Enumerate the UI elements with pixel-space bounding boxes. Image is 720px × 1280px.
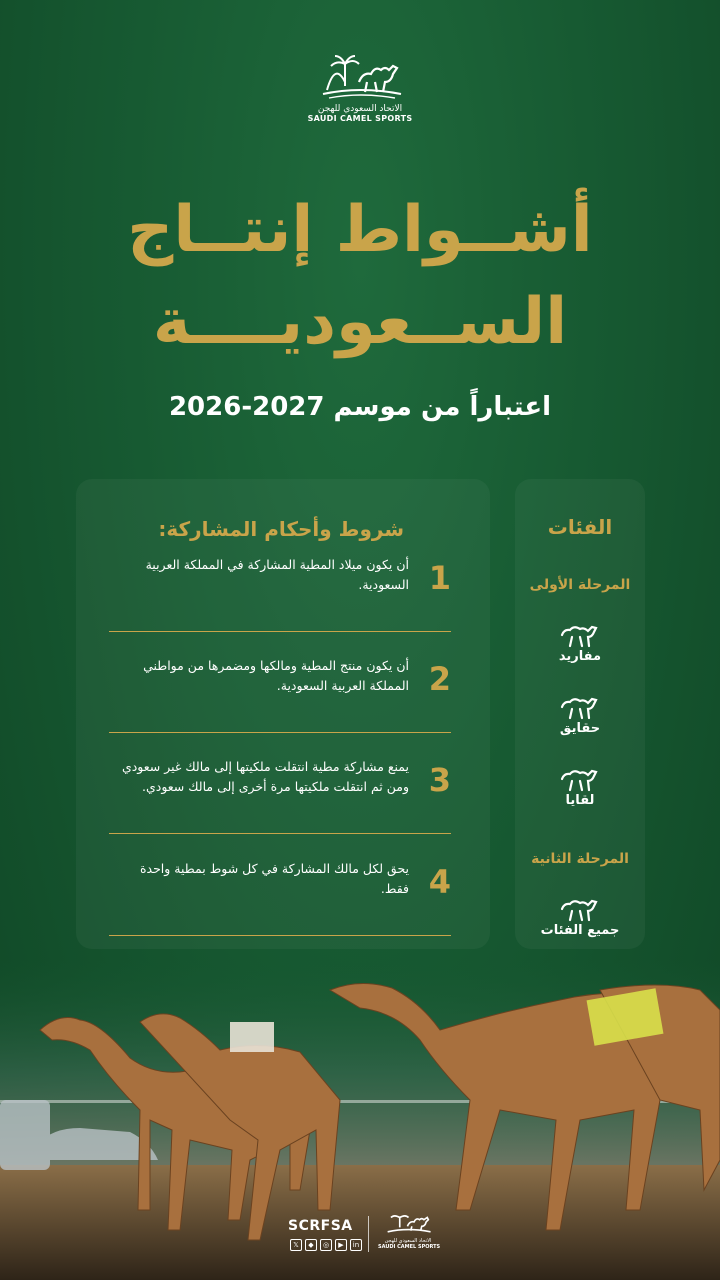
rule-text: أن يكون منتج المطية ومالكها ومضمرها من مواطني المملكة العربية السعودية. [143, 658, 409, 693]
page-title-line2: الســعوديــــة [152, 285, 568, 359]
category-label: حقايق [559, 721, 601, 736]
category-label: لقايا [565, 793, 595, 808]
camel-icon [558, 621, 602, 649]
camel-palm-logo-icon [315, 52, 405, 102]
footer-divider [368, 1216, 369, 1252]
phase2-heading: المرحلة الثانية [531, 851, 629, 867]
instagram-icon[interactable]: ◎ [320, 1239, 332, 1251]
rule-item [109, 855, 451, 936]
rule-text: يمنع مشاركة مطية انتقلت ملكيتها إلى مالك غير سعودي ومن ثم انتقلت ملكيتها مرة أخرى إلى مالك سعودي. [121, 759, 409, 794]
rules-title: شروط وأحكام المشاركة: [158, 517, 404, 541]
phase1-heading: المرحلة الأولى [529, 577, 631, 593]
footer [0, 1212, 720, 1272]
category-label: مفاريد [558, 649, 602, 664]
rule-text: أن يكون ميلاد المطية المشاركة في المملكة العربية السعودية. [145, 557, 409, 592]
camel-icon [558, 765, 602, 793]
youtube-icon[interactable]: ▶ [335, 1239, 347, 1251]
rule-item [109, 551, 451, 632]
camel-icon [558, 693, 602, 721]
footer-logo-english: SAUDI CAMEL SPORTS [378, 1244, 441, 1250]
camel-icon [558, 895, 602, 923]
category-item [515, 765, 645, 808]
social-icons [290, 1239, 362, 1251]
category-item [515, 621, 645, 664]
rule-number: 3 [428, 761, 451, 799]
x-icon[interactable]: 𝕏 [290, 1239, 302, 1251]
category-item [515, 895, 645, 938]
rule-number: 1 [428, 559, 451, 597]
rules-panel [76, 479, 490, 949]
category-label: جميع الفئات [540, 923, 620, 938]
footer-logo [378, 1212, 441, 1250]
snapchat-icon[interactable]: ◆ [305, 1239, 317, 1251]
season-subtitle: اعتباراً من موسم 2027-2026 [168, 392, 552, 422]
linkedin-icon[interactable]: in [350, 1239, 362, 1251]
rule-number: 4 [428, 863, 451, 901]
page-title-line1: أشــواط إنتــاج [127, 193, 593, 267]
rule-item [109, 753, 451, 834]
rule-number: 2 [428, 660, 451, 698]
logo-english-text: SAUDI CAMEL SPORTS [307, 114, 413, 123]
categories-panel [515, 479, 645, 949]
footer-brand: SCRFSA [288, 1218, 353, 1234]
logo-arabic-text: الاتحاد السعودي للهجن [317, 104, 403, 114]
rule-item [109, 652, 451, 733]
camel-palm-logo-icon [383, 1212, 433, 1234]
federation-logo [300, 52, 420, 123]
category-item [515, 693, 645, 736]
categories-title: الفئات [547, 515, 613, 539]
rule-text: يحق لكل مالك المشاركة في كل شوط بمطية واحدة فقط. [139, 861, 409, 896]
footer-logo-arabic: الاتحاد السعودي للهجن [384, 1238, 432, 1244]
